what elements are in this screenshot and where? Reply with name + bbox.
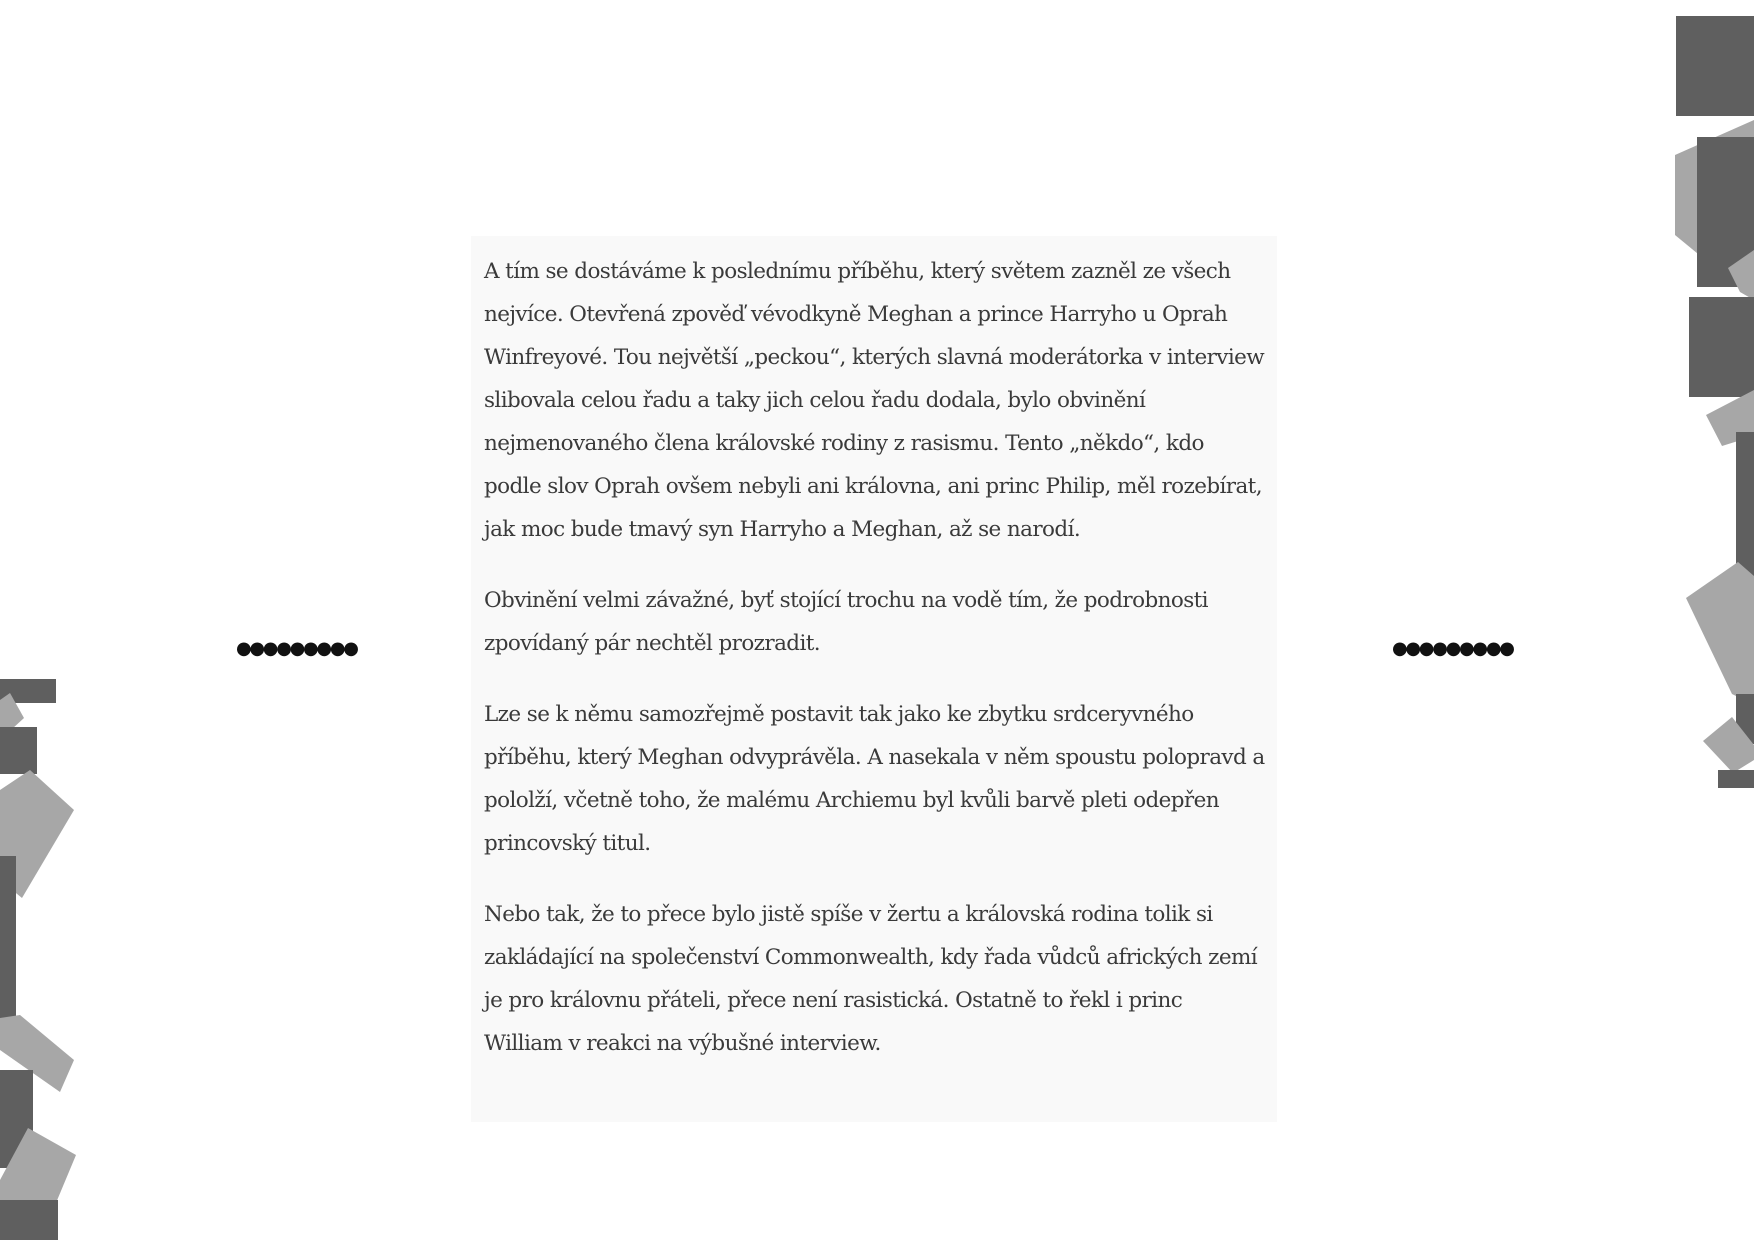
article-text-box [471, 236, 1277, 1122]
gray-square-shape [0, 1200, 58, 1240]
right-decoration [1675, 16, 1754, 788]
article-paragraph: Obvinění velmi závažné, byť stojící trochu na vodě tím, že podrobnosti zpovídaný pár nechtěl prozradit. [484, 588, 1208, 656]
gray-square-shape [1686, 562, 1754, 705]
gray-square-shape [1718, 770, 1754, 788]
separator-dots-right: ●●●●●●●●● [1392, 638, 1513, 659]
article-paragraph: Lze se k němu samozřejmě postavit tak jako ke zbytku srdceryvného příběhu, který Meghan odvyprávěla. A nasekala v něm spoustu polopravd a pololží, včetně toho, že malému Archiemu byl kvůli barvě pleti odepřen princovský titul. [484, 702, 1265, 856]
gray-square-shape [1689, 297, 1754, 397]
left-decoration [0, 679, 76, 1240]
gray-square-shape [1676, 16, 1754, 116]
gray-square-shape [0, 856, 16, 1028]
article-paragraph: Nebo tak, že to přece bylo jistě spíše v žertu a královská rodina tolik si zakládající na společenství Commonwealth, kdy řada vůdců afrických zemí je pro královnu přáteli, přece není rasistická. Ostatně to řekl i princ William v reakci na výbušné interview. [484, 902, 1258, 1056]
gray-square-shape [0, 727, 37, 774]
separator-dots-left: ●●●●●●●●● [236, 638, 357, 659]
article-paragraph: A tím se dostáváme k poslednímu příběhu, který světem zazněl ze všech nejvíce. Otevřená zpověď vévodkyně Meghan a prince Harryho u Oprah Winfreyové. Tou největší „peckou“, kterých slavná moderátorka v interview slibovala celou řadu a taky jich celou řadu dodala, bylo obvinění nejmenovaného člena královské rodiny z rasismu. Tento „někdo“, kdo podle slov Oprah ovšem nebyli ani královna, ani princ Philip, měl rozebírat, jak moc bude tmavý syn Harryho a Meghan, až se narodí. [484, 259, 1265, 542]
